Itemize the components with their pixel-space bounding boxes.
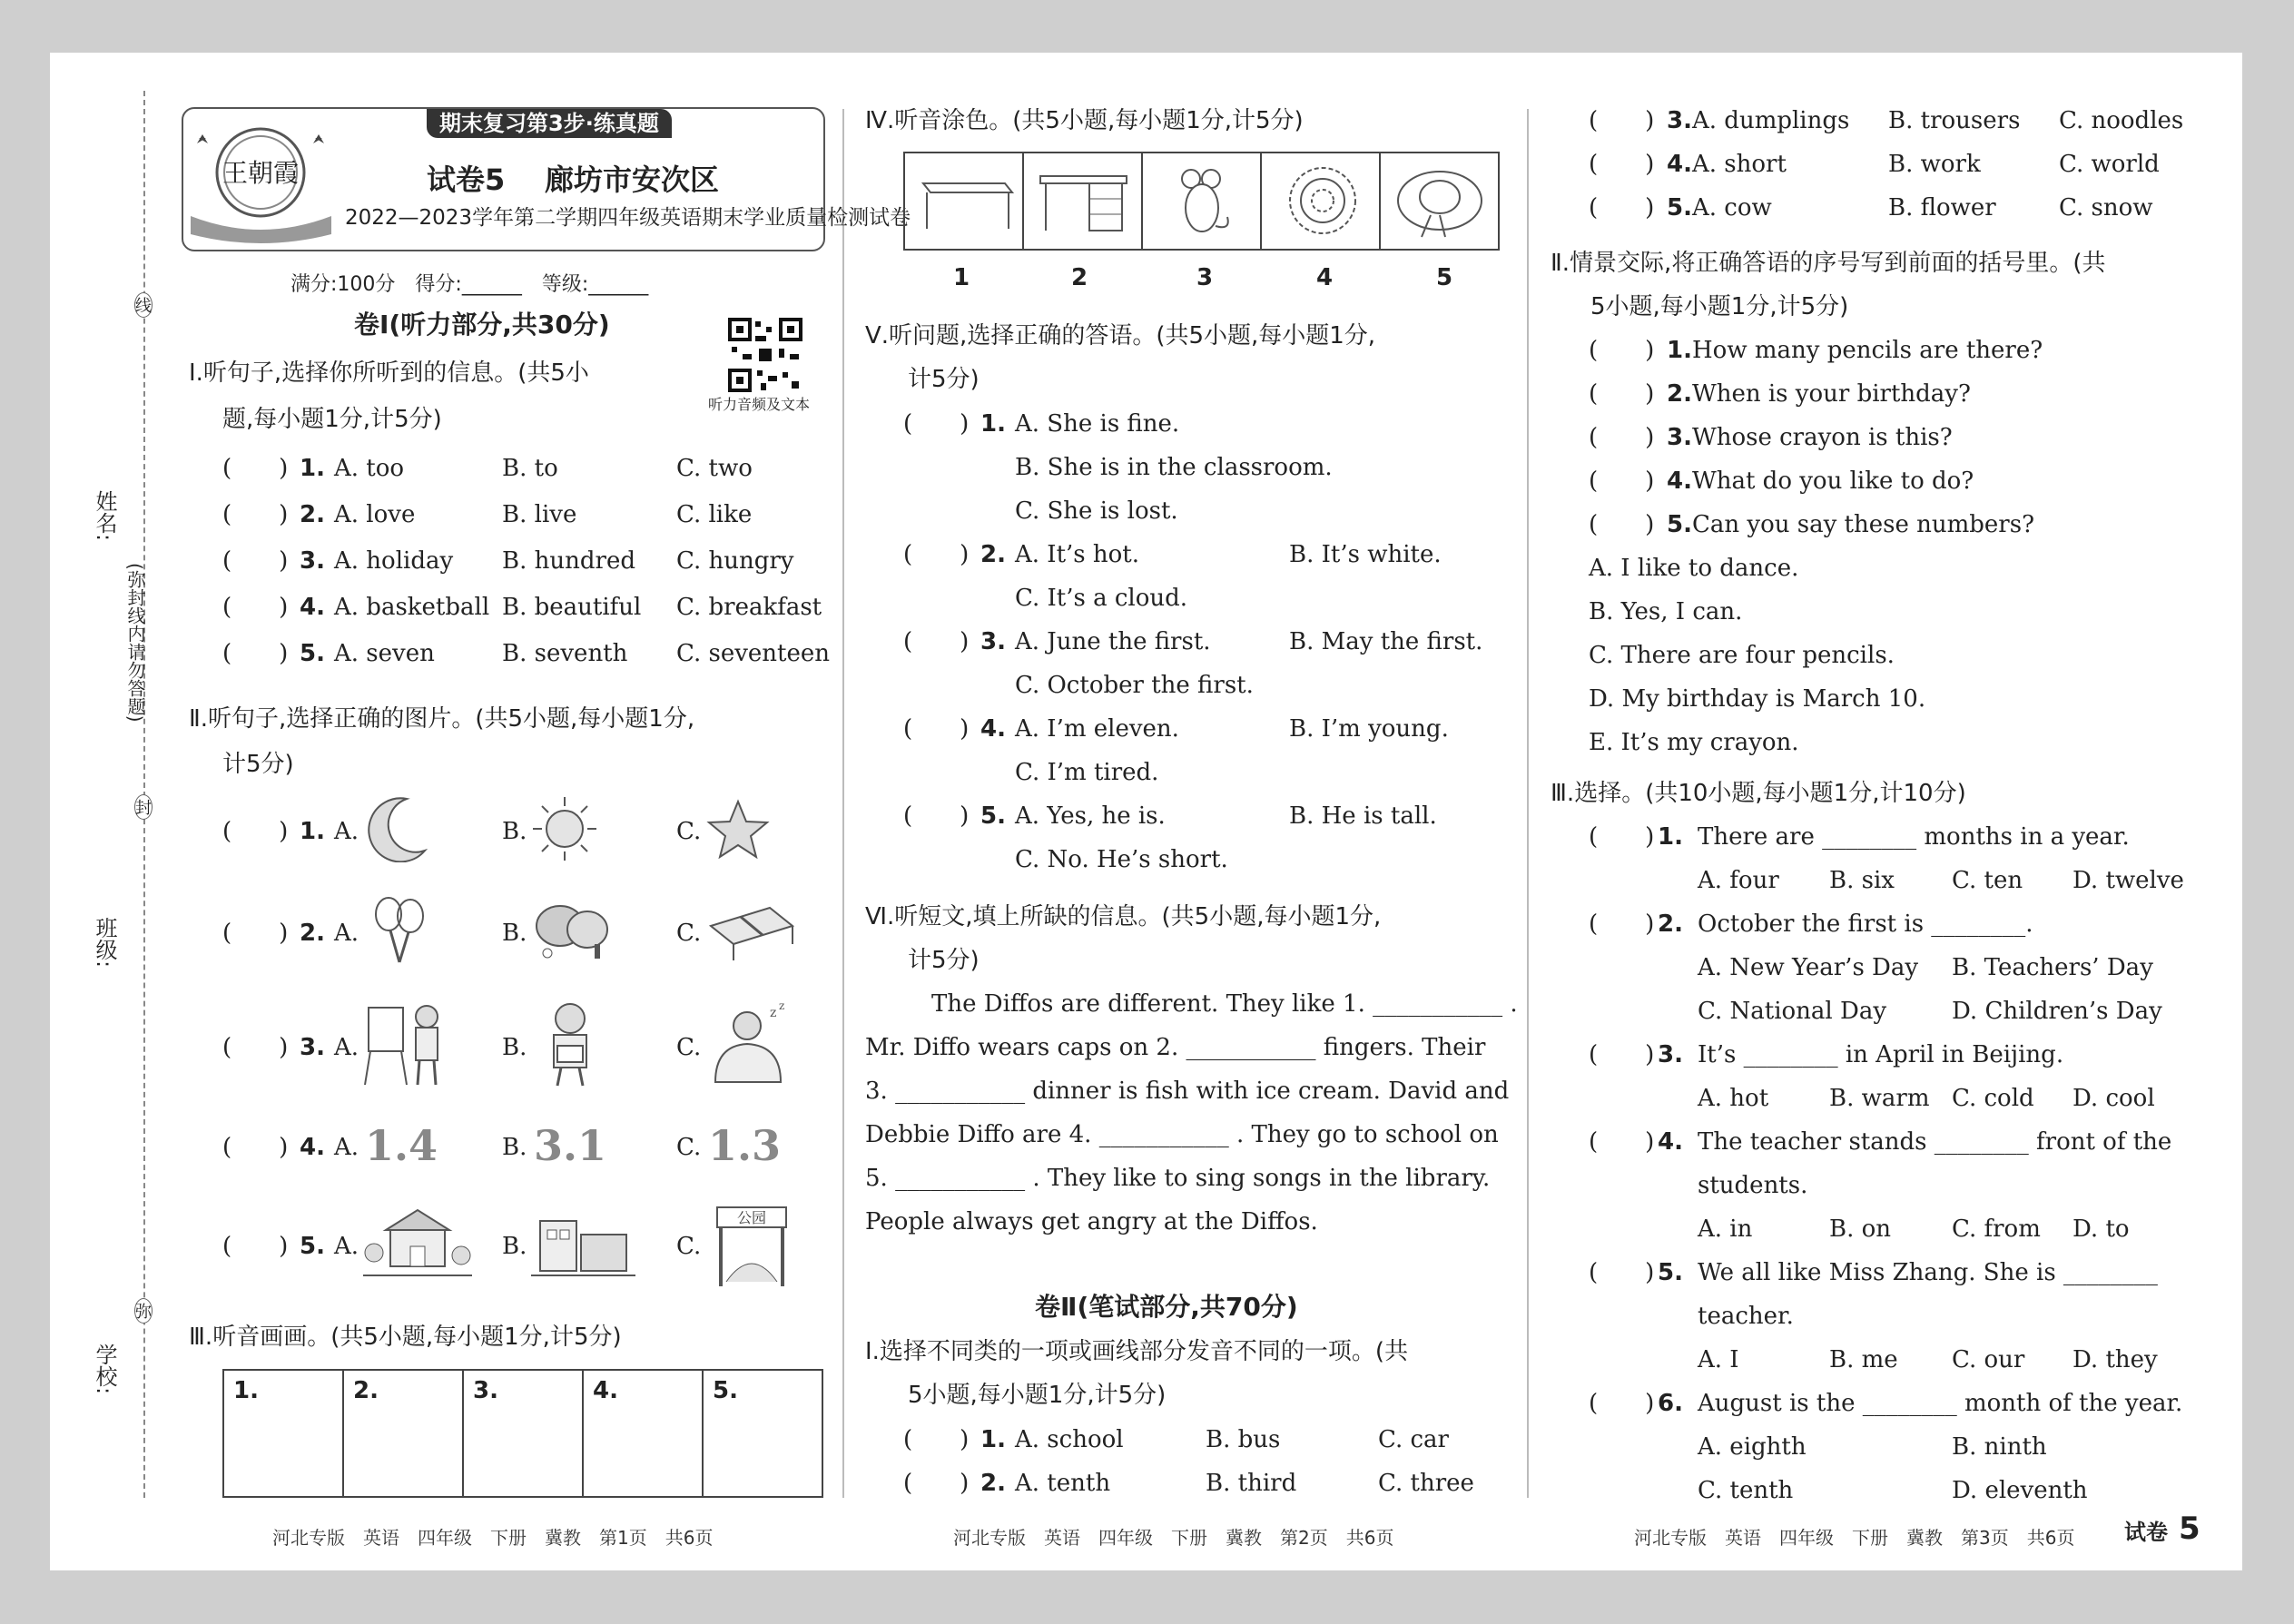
answer-option: C. There are four pencils. (1589, 642, 1895, 669)
badminton-icon (363, 894, 436, 967)
option-c: C. No. He’s short. (1015, 846, 1228, 873)
number-picture-a: 1.4 (365, 1121, 438, 1170)
option-d: D. cool (2072, 1085, 2155, 1112)
option-b: B. May the first. (1289, 628, 1483, 655)
option-a: A. in (1698, 1216, 1753, 1243)
answer-bracket[interactable]: ( ) (1589, 337, 1655, 364)
option-b: B. beautiful (502, 594, 642, 621)
answer-bracket[interactable]: ( ) (903, 1470, 970, 1497)
boy-reading-icon (534, 999, 606, 1089)
answer-bracket[interactable]: ( ) (1589, 468, 1655, 495)
item-number: 1. (300, 818, 325, 845)
option-c: C. (676, 1233, 702, 1260)
seal-mark-2: 封 (134, 794, 153, 820)
item-number: 5. (1667, 511, 1692, 538)
item-number: 2. (1658, 910, 1683, 938)
drawing-cell[interactable]: 5. (713, 1377, 738, 1404)
item-number: 1. (980, 410, 1006, 438)
coloring-cell[interactable] (1024, 153, 1143, 249)
option-a: A. cow (1692, 194, 1772, 221)
mouse-icon (1166, 162, 1238, 240)
section-6-title: Ⅵ.听短文,填上所缺的信息。(共5小题,每小题1分, (865, 903, 1382, 930)
option-b: B. bus (1206, 1426, 1281, 1453)
answer-bracket[interactable]: ( ) (903, 1426, 970, 1453)
item-number: 4. (1667, 151, 1692, 178)
item-number: 4. (300, 594, 325, 621)
question: We all like Miss Zhang. She is ________ (1698, 1259, 2158, 1286)
option-b: B. (502, 1134, 527, 1161)
option-c: C. car (1378, 1426, 1449, 1453)
picture-number: 4 (1316, 264, 1334, 291)
item-number: 3. (1667, 107, 1692, 134)
option-c: C. (676, 1134, 702, 1161)
option-a: A. too (334, 455, 405, 482)
drawing-cell[interactable]: 1. (224, 1371, 344, 1496)
svg-text:公园: 公园 (736, 1209, 767, 1226)
section-5-title-cont: 计5分) (908, 366, 980, 393)
option-a: A. tenth (1015, 1470, 1111, 1497)
option-c: C. noodles (2059, 107, 2184, 134)
boy-sleeping-icon (706, 1000, 793, 1089)
item-number: 2. (980, 541, 1006, 568)
option-b: B. hundred (502, 547, 635, 575)
drawing-cell[interactable]: 2. (344, 1371, 464, 1496)
section-5-title: Ⅴ.听问题,选择正确的答语。(共5小题,每小题1分, (865, 322, 1376, 349)
item-number: 4. (1667, 468, 1692, 495)
answer-bracket[interactable]: ( ) (222, 818, 289, 845)
item-number: 1. (980, 1426, 1006, 1453)
option-c: C. our (1952, 1346, 2025, 1373)
option-c: C. ten (1952, 867, 2023, 894)
option-a: A. four (1698, 867, 1779, 894)
answer-bracket[interactable]: ( ) (1589, 151, 1655, 178)
option-c: C. (676, 920, 702, 947)
item-number: 3. (300, 1034, 325, 1061)
picture-number: 3 (1196, 264, 1214, 291)
item-number: 3. (1658, 1041, 1683, 1068)
option-b: B. She is in the classroom. (1015, 454, 1333, 481)
option-a: A. (334, 1134, 359, 1161)
town-scene-icon (531, 1203, 635, 1284)
option-c: C. It’s a cloud. (1015, 585, 1188, 612)
answer-bracket[interactable]: ( ) (1589, 424, 1655, 451)
school-label: 学校: (92, 1343, 117, 1395)
option-b: B. (502, 1034, 527, 1061)
option-a: A. dumplings (1692, 107, 1850, 134)
listening-part-title: 卷Ⅰ(听力部分,共30分) (354, 310, 610, 340)
brand-logo-icon (186, 116, 336, 243)
dialogue-question: How many pencils are there? (1692, 337, 2043, 364)
paper-number-footer: 5 (2179, 1511, 2200, 1547)
answer-bracket[interactable]: ( ) (222, 501, 289, 528)
item-number: 2. (300, 501, 325, 528)
item-number: 1. (300, 455, 325, 482)
answer-bracket[interactable]: ( ) (1589, 1259, 1655, 1286)
number-picture-b: 3.1 (534, 1121, 607, 1170)
option-a: A. basketball (334, 594, 490, 621)
paper-number: 试卷5 (427, 162, 506, 197)
item-number: 3. (300, 547, 325, 575)
answer-bracket[interactable]: ( ) (1589, 823, 1655, 851)
option-c: C. two (676, 455, 753, 482)
coloring-cell[interactable] (905, 153, 1024, 249)
question: The teacher stands ________ front of the (1698, 1128, 2172, 1156)
drawing-grid (222, 1369, 823, 1498)
seal-notice: (弥封线内请勿答题) (124, 563, 146, 723)
star-icon (706, 799, 770, 861)
option-c: C. I’m tired. (1015, 759, 1159, 786)
svg-text:z: z (779, 1000, 785, 1012)
moon-icon (361, 794, 434, 862)
option-d: D. they (2072, 1346, 2158, 1373)
page-footer-3: 河北专版 英语 四年级 下册 冀教 第3页 共6页 (1634, 1527, 2075, 1549)
option-a: A. (334, 920, 359, 947)
option-b: B. He is tall. (1289, 802, 1437, 830)
writing-section-3-title: Ⅲ.选择。(共10小题,每小题1分,计10分) (1551, 780, 1966, 807)
answer-bracket[interactable]: ( ) (222, 1134, 289, 1161)
answer-bracket[interactable]: ( ) (903, 410, 970, 438)
coloring-cell[interactable] (1381, 153, 1498, 249)
page-footer-2: 河北专版 英语 四年级 下册 冀教 第2页 共6页 (953, 1527, 1394, 1549)
circle-pattern-icon (1285, 162, 1362, 240)
option-b: B. I’m young. (1289, 715, 1449, 743)
table-icon (914, 170, 1014, 233)
option-b: B. seventh (502, 640, 628, 667)
passage-line: Mr. Diffo wears caps on 2. ___________ fingers. Their (865, 1034, 1486, 1061)
option-c: C. breakfast (676, 594, 822, 621)
option-c: C. (676, 818, 702, 845)
answer-bracket[interactable]: ( ) (903, 541, 970, 568)
writing-section-2-title-cont: 5小题,每小题1分,计5分) (1590, 293, 1849, 320)
item-number: 2. (1667, 380, 1692, 408)
option-a: A. (334, 818, 359, 845)
desk-icon (1033, 167, 1133, 235)
hat-icon (1394, 162, 1485, 240)
drawing-cell[interactable]: 4. (584, 1371, 704, 1496)
question: October the first is ________. (1698, 910, 2033, 938)
question-cont: students. (1698, 1172, 1808, 1199)
dialogue-question: What do you like to do? (1692, 468, 1974, 495)
answer-bracket[interactable]: ( ) (1589, 910, 1655, 938)
item-number: 5. (1667, 194, 1692, 221)
option-b: B. to (502, 455, 558, 482)
svg-text:王朝霞: 王朝霞 (222, 158, 300, 188)
writing-section-1-title: Ⅰ.选择不同类的一项或画线部分发音不同的一项。(共 (865, 1338, 1409, 1365)
option-c: C. snow (2059, 194, 2153, 221)
option-a: A. (334, 1034, 359, 1061)
answer-option: E. It’s my crayon. (1589, 729, 1799, 756)
option-b: B. (502, 1233, 527, 1260)
dialogue-question: Whose crayon is this? (1692, 424, 1953, 451)
answer-bracket[interactable]: ( ) (222, 1233, 289, 1260)
passage-line: People always get angry at the Diffos. (865, 1208, 1318, 1235)
option-b: B. flower (1888, 194, 1996, 221)
answer-bracket[interactable]: ( ) (222, 640, 289, 667)
dialogue-question: When is your birthday? (1692, 380, 1971, 408)
option-a: A. New Year’s Day (1698, 954, 1919, 981)
item-number: 2. (980, 1470, 1006, 1497)
option-a: A. hot (1698, 1085, 1769, 1112)
seal-mark-1: 线 (134, 292, 153, 318)
answer-option: D. My birthday is March 10. (1589, 685, 1926, 713)
option-c: C. seventeen (676, 640, 831, 667)
qr-caption: 听力音频及文本 (708, 396, 811, 413)
option-c: C. October the first. (1015, 672, 1254, 699)
answer-bracket[interactable]: ( ) (222, 455, 289, 482)
sun-icon (531, 795, 599, 863)
item-number: 4. (1658, 1128, 1683, 1156)
option-c: C. (676, 1034, 702, 1061)
option-a: A. school (1015, 1426, 1124, 1453)
item-number: 2. (300, 920, 325, 947)
coloring-cell[interactable] (1143, 153, 1262, 249)
option-c: C. from (1952, 1216, 2041, 1243)
answer-bracket[interactable]: ( ) (1589, 194, 1655, 221)
option-a: A. I (1698, 1346, 1739, 1373)
section-4-title: Ⅳ.听音涂色。(共5小题,每小题1分,计5分) (865, 107, 1304, 134)
qr-code-icon (728, 318, 802, 392)
name-label: 姓名: (92, 490, 117, 542)
paper-district: 廊坊市安次区 (545, 162, 720, 197)
option-b: B. (502, 920, 527, 947)
option-c: C. tenth (1698, 1477, 1794, 1504)
park-gate-icon (706, 1200, 797, 1291)
answer-bracket[interactable]: ( ) (1589, 1390, 1655, 1417)
question-cont: teacher. (1698, 1303, 1794, 1330)
column-divider (1527, 109, 1529, 1498)
option-a: A. Yes, he is. (1015, 802, 1166, 830)
option-b: B. third (1206, 1470, 1297, 1497)
option-b: B. work (1888, 151, 1981, 178)
answer-option: B. Yes, I can. (1589, 598, 1743, 625)
option-b: B. me (1829, 1346, 1898, 1373)
section-2-title: Ⅱ.听句子,选择正确的图片。(共5小题,每小题1分, (189, 705, 695, 733)
writing-part-title: 卷Ⅱ(笔试部分,共70分) (1035, 1292, 1298, 1322)
answer-bracket[interactable]: ( ) (1589, 380, 1655, 408)
section-1-title-cont: 题,每小题1分,计5分) (222, 406, 442, 433)
option-c: C. three (1378, 1470, 1474, 1497)
table-tennis-table-icon (706, 899, 797, 962)
section-3-title: Ⅲ.听音画画。(共5小题,每小题1分,计5分) (189, 1324, 622, 1351)
writing-section-2-title: Ⅱ.情景交际,将正确答语的序号写到前面的括号里。(共 (1551, 250, 2106, 277)
class-label: 班级: (92, 917, 117, 969)
item-number: 1. (1667, 337, 1692, 364)
answer-bracket[interactable]: ( ) (903, 628, 970, 655)
option-a: A. June the first. (1015, 628, 1211, 655)
column-divider (842, 109, 844, 1498)
answer-bracket[interactable]: ( ) (1589, 511, 1655, 538)
answer-bracket[interactable]: ( ) (903, 802, 970, 830)
item-number: 5. (300, 640, 325, 667)
picture-number: 1 (953, 264, 970, 291)
item-number: 4. (980, 715, 1006, 743)
picture-number: 5 (1436, 264, 1453, 291)
dialogue-question: Can you say these numbers? (1692, 511, 2035, 538)
option-a: A. (334, 1233, 359, 1260)
option-b: B. Teachers’ Day (1952, 954, 2153, 981)
option-c: C. cold (1952, 1085, 2034, 1112)
option-a: A. seven (334, 640, 435, 667)
option-a: A. I’m eleven. (1015, 715, 1179, 743)
school-scene-icon (363, 1203, 472, 1284)
question: There are ________ months in a year. (1698, 823, 2130, 851)
option-b: B. It’s white. (1289, 541, 1442, 568)
option-a: A. She is fine. (1015, 410, 1180, 438)
option-b: B. six (1829, 867, 1895, 894)
page-footer-1: 河北专版 英语 四年级 下册 冀教 第1页 共6页 (272, 1527, 714, 1549)
answer-bracket[interactable]: ( ) (222, 594, 289, 621)
question: August is the ________ month of the year. (1698, 1390, 2183, 1417)
answer-bracket[interactable]: ( ) (1589, 1128, 1655, 1156)
option-d: D. to (2072, 1216, 2130, 1243)
coloring-grid (903, 152, 1500, 251)
answer-option: A. I like to dance. (1589, 555, 1799, 582)
item-number: 3. (1667, 424, 1692, 451)
option-d: D. eleventh (1952, 1477, 2088, 1504)
item-number: 1. (1658, 823, 1683, 851)
drawing-cell[interactable]: 3. (464, 1371, 584, 1496)
option-a: A. holiday (334, 547, 454, 575)
svg-text:z: z (770, 1006, 777, 1020)
option-b: B. on (1829, 1216, 1892, 1243)
passage-line: 5. ___________ . They like to sing songs in the library. (865, 1165, 1491, 1192)
section-1-title: Ⅰ.听句子,选择你所听到的信息。(共5小 (189, 359, 589, 387)
option-a: A. It’s hot. (1015, 541, 1140, 568)
section-6-title-cont: 计5分) (908, 947, 980, 974)
children-drawing-icon (361, 999, 448, 1089)
option-a: A. eighth (1698, 1433, 1807, 1461)
option-d: D. twelve (2072, 867, 2184, 894)
item-number: 6. (1658, 1390, 1683, 1417)
review-step-tag: 期末复习第3步·练真题 (427, 109, 672, 138)
option-d: D. Children’s Day (1952, 998, 2162, 1025)
answer-bracket[interactable]: ( ) (222, 1034, 289, 1061)
option-a: A. love (334, 501, 416, 528)
answer-bracket[interactable]: ( ) (1589, 107, 1655, 134)
item-number: 4. (300, 1134, 325, 1161)
option-c: C. world (2059, 151, 2160, 178)
answer-bracket[interactable]: ( ) (1589, 1041, 1655, 1068)
item-number: 3. (980, 628, 1006, 655)
paper-label: 试卷 (2124, 1520, 2168, 1545)
item-number: 5. (1658, 1259, 1683, 1286)
option-c: C. like (676, 501, 753, 528)
option-a: A. short (1692, 151, 1787, 178)
answer-bracket[interactable]: ( ) (222, 920, 289, 947)
number-picture-c: 1.3 (708, 1121, 782, 1170)
picture-number: 2 (1071, 264, 1088, 291)
question: It’s ________ in April in Beijing. (1698, 1041, 2064, 1068)
item-number: 5. (300, 1233, 325, 1260)
option-b: B. live (502, 501, 577, 528)
exam-title: 2022—2023学年第二学期四年级英语期末学业质量检测试卷 (345, 206, 911, 230)
passage-line: 3. ___________ dinner is fish with ice cream. David and (865, 1078, 1510, 1105)
answer-bracket[interactable]: ( ) (222, 547, 289, 575)
option-c: C. National Day (1698, 998, 1887, 1025)
writing-section-1-title-cont: 5小题,每小题1分,计5分) (908, 1382, 1167, 1409)
score-line: 满分:100分 得分:______ 等级:______ (290, 273, 649, 296)
option-b: B. trousers (1888, 107, 2021, 134)
answer-bracket[interactable]: ( ) (903, 715, 970, 743)
section-2-title-cont: 计5分) (222, 751, 294, 778)
ping-pong-icon (531, 899, 613, 962)
seal-mark-3: 弥 (134, 1298, 153, 1324)
coloring-cell[interactable] (1262, 153, 1381, 249)
option-b: B. warm (1829, 1085, 1930, 1112)
option-c: C. hungry (676, 547, 794, 575)
item-number: 5. (980, 802, 1006, 830)
option-b: B. (502, 818, 527, 845)
option-c: C. She is lost. (1015, 497, 1178, 525)
passage-line: Debbie Diffo are 4. ___________ . They go to school on (865, 1121, 1499, 1148)
option-b: B. ninth (1952, 1433, 2047, 1461)
passage-line: The Diffos are different. They like 1. ___________ . (908, 990, 1518, 1018)
